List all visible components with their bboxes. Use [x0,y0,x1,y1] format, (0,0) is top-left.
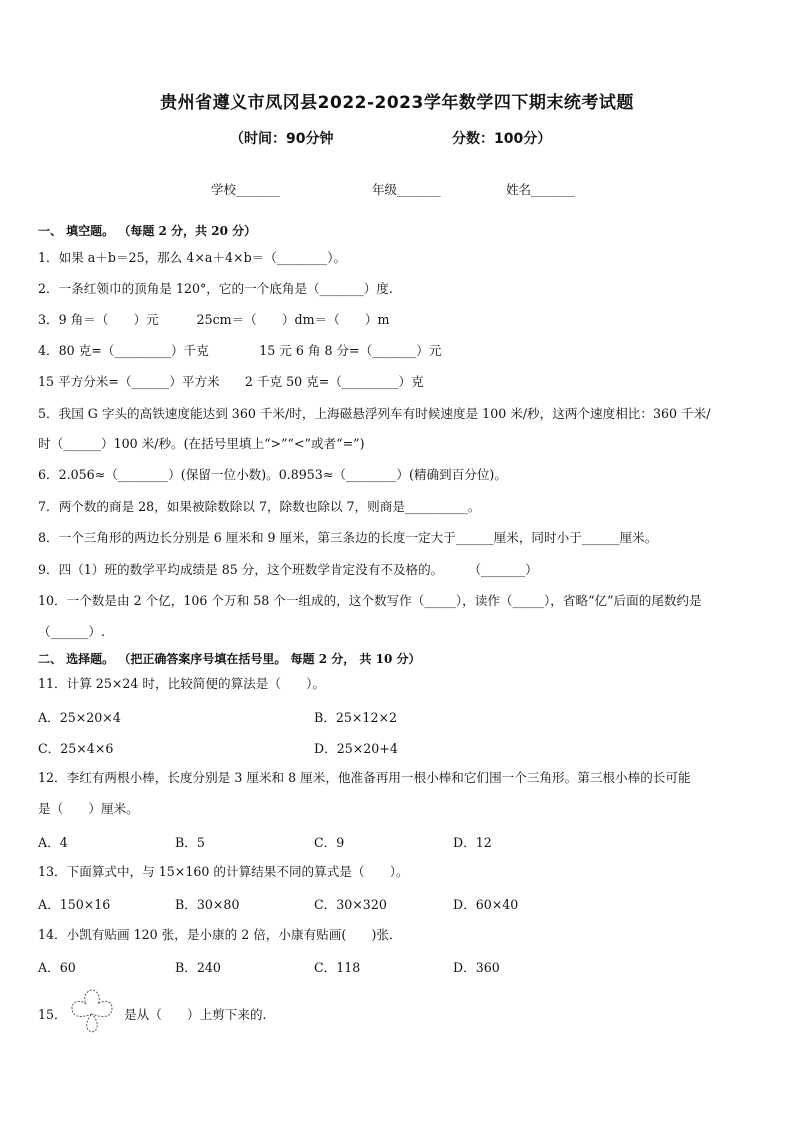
question: 3．9 角＝（ ）元 25cm＝（ ）dm＝（ ）m [38,312,390,327]
question-number: 15． [38,1007,67,1022]
option[interactable]: B．30×80 [175,897,240,912]
score-label: 分数：100分） [452,131,552,147]
question: 11．计算 25×24 时，比较简便的算法是（ ）。 [38,676,326,691]
question: 是（ ）厘米。 [38,801,139,816]
option[interactable]: D．360 [453,960,500,975]
question: 12．李红有两根小棒，长度分别是 3 厘米和 8 厘米，他准备再用一根小棒和它们围一个三角形。第三根小棒的长可能 [38,770,691,785]
option[interactable]: A．150×16 [38,897,111,912]
question: 14．小凯有贴画 120 张，是小康的 2 倍，小康有贴画( )张． [38,927,402,942]
question: （______）. [38,624,105,639]
grade-field[interactable]: 年级_______ [372,182,441,197]
name-field[interactable]: 姓名_______ [506,182,575,197]
section-heading: 一、 填空题。 （每题 2 分，共 20 分） [38,224,257,238]
question: 是从（ ）上剪下来的. [124,1007,267,1022]
option[interactable]: C．30×320 [314,897,387,912]
option[interactable]: C．25×4×6 [38,741,114,756]
section-heading: 二、 选择题。 （把正确答案序号填在括号里。 每题 2 分， 共 10 分） [38,652,421,666]
question: 5．我国 G 字头的高铁速度能达到 360 千米/时，上海磁悬浮列车有时候速度是 100 米/秒，这两个速度相比：360 千米/ [38,406,711,421]
question: 15 平方分米=（______）平方米 2 千克 50 克=（_________）克 [38,374,424,389]
option[interactable]: D．12 [453,835,492,850]
question: 13．下面算式中，与 15×160 的计算结果不同的算式是（ ）。 [38,864,409,879]
question: 8．一个三角形的两边长分别是 6 厘米和 9 厘米，第三条边的长度一定大于______厘米，同时小于______厘米。 [38,530,658,545]
option[interactable]: B．240 [175,960,221,975]
option[interactable]: A．4 [38,835,68,850]
option[interactable]: D．25×20+4 [314,741,398,756]
option[interactable]: B．25×12×2 [314,710,398,725]
question: 1．如果 a＋b＝25，那么 4×a＋4×b＝（________）。 [38,250,347,265]
question: 4．80 克=（_________）千克 15 元 6 角 8 分=（_______）元 [38,343,442,358]
option[interactable]: B．5 [175,835,205,850]
question: 10．一个数是由 2 个亿，106 个万和 58 个一组成的，这个数写作（_____），读作（_____），省略“亿”后面的尾数约是 [38,593,702,608]
time-label: （时间：90分钟 [230,131,334,147]
school-field[interactable]: 学校_______ [211,182,280,197]
question: 7．两个数的商是 28，如果被除数除以 7，除数也除以 7，则商是__________。 [38,499,481,514]
question: 2．一条红领巾的顶角是 120°，它的一个底角是（_______）度. [38,281,393,296]
option[interactable]: C．118 [314,960,361,975]
question: 6．2.056≈（________）(保留一位小数)。0.8953≈（________）(精确到百分位)。 [38,467,507,482]
question: 9．四（1）班的数学平均成绩是 85 分，这个班数学肯定没有不及格的。 （_______） [38,562,538,577]
option[interactable]: C．9 [314,835,345,850]
clover-shape-icon [66,988,118,1036]
question: 时（______）100 米/秒。(在括号里填上“>”“<”或者“=”) [38,436,365,451]
option[interactable]: A．60 [38,960,76,975]
page-title: 贵州省遵义市凤冈县2022-2023学年数学四下期末统考试题 [160,93,634,113]
option[interactable]: A．25×20×4 [38,710,121,725]
option[interactable]: D．60×40 [453,897,519,912]
